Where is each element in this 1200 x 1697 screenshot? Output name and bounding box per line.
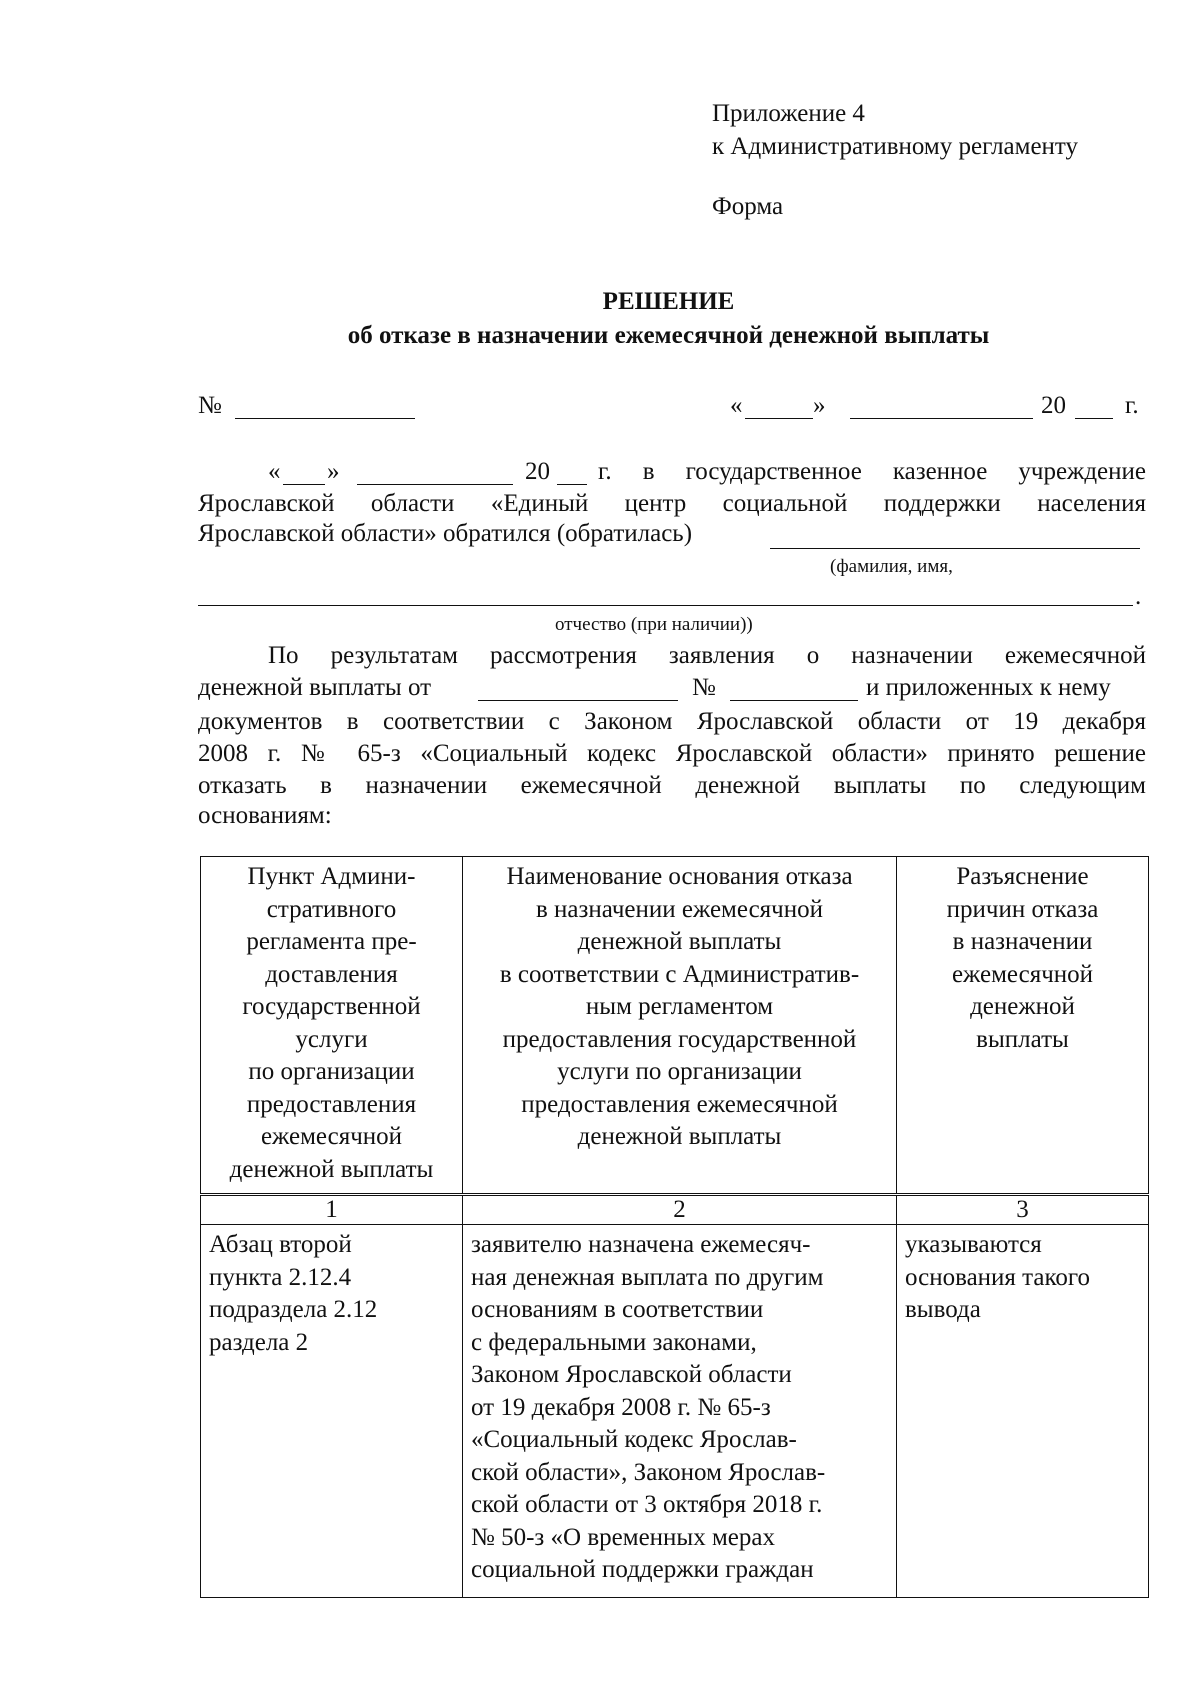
grounds-table xyxy=(200,856,1149,1598)
date-year-suffix: г. xyxy=(1125,392,1139,419)
document-title: РЕШЕНИЕ xyxy=(602,288,735,315)
applicant-period: . xyxy=(1135,583,1142,610)
table-cell-clause: Абзац второй пункта 2.12.4 подраздела 2.12 раздела 2 xyxy=(201,1225,463,1598)
application-date-blank[interactable] xyxy=(478,700,678,701)
date-open-quote: « xyxy=(730,392,743,419)
column-number: 2 xyxy=(463,1195,897,1225)
table-number-row xyxy=(201,1195,1149,1225)
number-blank[interactable] xyxy=(235,418,415,419)
para2-line1: По результатам рассмотрения заявления о назначении ежемесячной xyxy=(268,642,1146,669)
para1-line2: Ярославской области «Единый центр социальной поддержки населения xyxy=(198,490,1146,517)
applicant-patronymic-blank[interactable] xyxy=(198,605,1133,606)
para2-line2-end: и приложенных к нему xyxy=(866,674,1111,701)
table-cell-ground: заявителю назначена ежемесяч- ная денежная выплата по другим основаниям в соответствии с федеральными законами, Законом Ярославской области от 19 декабря 2008 г. № 65-з «Социальный кодекс Ярослав- ской области», Законом Ярослав- ской области от 3 октября 2018 г. № 50-з «О временных мерах социальной поддержки граждан xyxy=(463,1225,897,1598)
number-sign: № xyxy=(198,392,222,419)
para1-line1-rest: г. в государственное казенное учреждение xyxy=(598,458,1146,485)
column-number: 1 xyxy=(201,1195,463,1225)
table-header-cell: Разъяснение причин отказа в назначении ежемесячной денежной выплаты xyxy=(897,857,1149,1195)
table-header-row xyxy=(201,857,1149,1195)
para1-month-blank[interactable] xyxy=(357,484,513,485)
para1-year-blank[interactable] xyxy=(557,484,587,485)
date-month-blank[interactable] xyxy=(850,418,1033,419)
para2-number-sign: № xyxy=(692,674,716,701)
application-number-blank[interactable] xyxy=(730,700,858,701)
para2-line2-start: денежной выплаты от xyxy=(198,674,432,701)
para2-line4: 2008 г. № 65-з «Социальный кодекс Ярославской области» принято решение xyxy=(198,740,1146,767)
para1-line3: Ярославской области» обратился (обратилась) xyxy=(198,520,693,547)
table-row xyxy=(201,1225,1149,1598)
date-year-prefix: 20 xyxy=(1041,392,1066,419)
date-day-blank[interactable] xyxy=(745,418,813,419)
applicant-name-blank[interactable] xyxy=(770,548,1140,549)
regulation-reference: к Административному регламенту xyxy=(712,133,1079,160)
para2-line3: документов в соответствии с Законом Ярославской области от 19 декабря xyxy=(198,708,1146,735)
para2-line5: отказать в назначении ежемесячной денежной выплаты по следующим xyxy=(198,772,1146,799)
table-cell-explanation: указываются основания такого вывода xyxy=(897,1225,1149,1598)
appendix-label: Приложение 4 xyxy=(712,100,865,127)
document-subtitle: об отказе в назначении ежемесячной денежной выплаты xyxy=(347,322,990,349)
para1-close-quote: » xyxy=(327,458,340,485)
form-label: Форма xyxy=(712,193,784,220)
para1-day-blank[interactable] xyxy=(283,484,325,485)
column-number: 3 xyxy=(897,1195,1149,1225)
applicant-name-caption: (фамилия, имя, xyxy=(830,556,953,577)
applicant-patronymic-caption: отчество (при наличии)) xyxy=(555,614,753,635)
para1-year-prefix: 20 xyxy=(525,458,550,485)
date-close-quote: » xyxy=(813,392,826,419)
table-header-cell: Наименование основания отказа в назначении ежемесячной денежной выплаты в соответствии с Административ- ным регламентом предоставления государственной услуги по организации предоставления ежемесячной денежной выплаты xyxy=(463,857,897,1195)
date-year-blank[interactable] xyxy=(1075,418,1113,419)
para2-line6: основаниям: xyxy=(198,802,332,829)
para1-open-quote: « xyxy=(268,458,281,485)
table-header-cell: Пункт Админи- стративного регламента пре- доставления государственной услуги по организации предоставления ежемесячной денежной выплаты xyxy=(201,857,463,1195)
